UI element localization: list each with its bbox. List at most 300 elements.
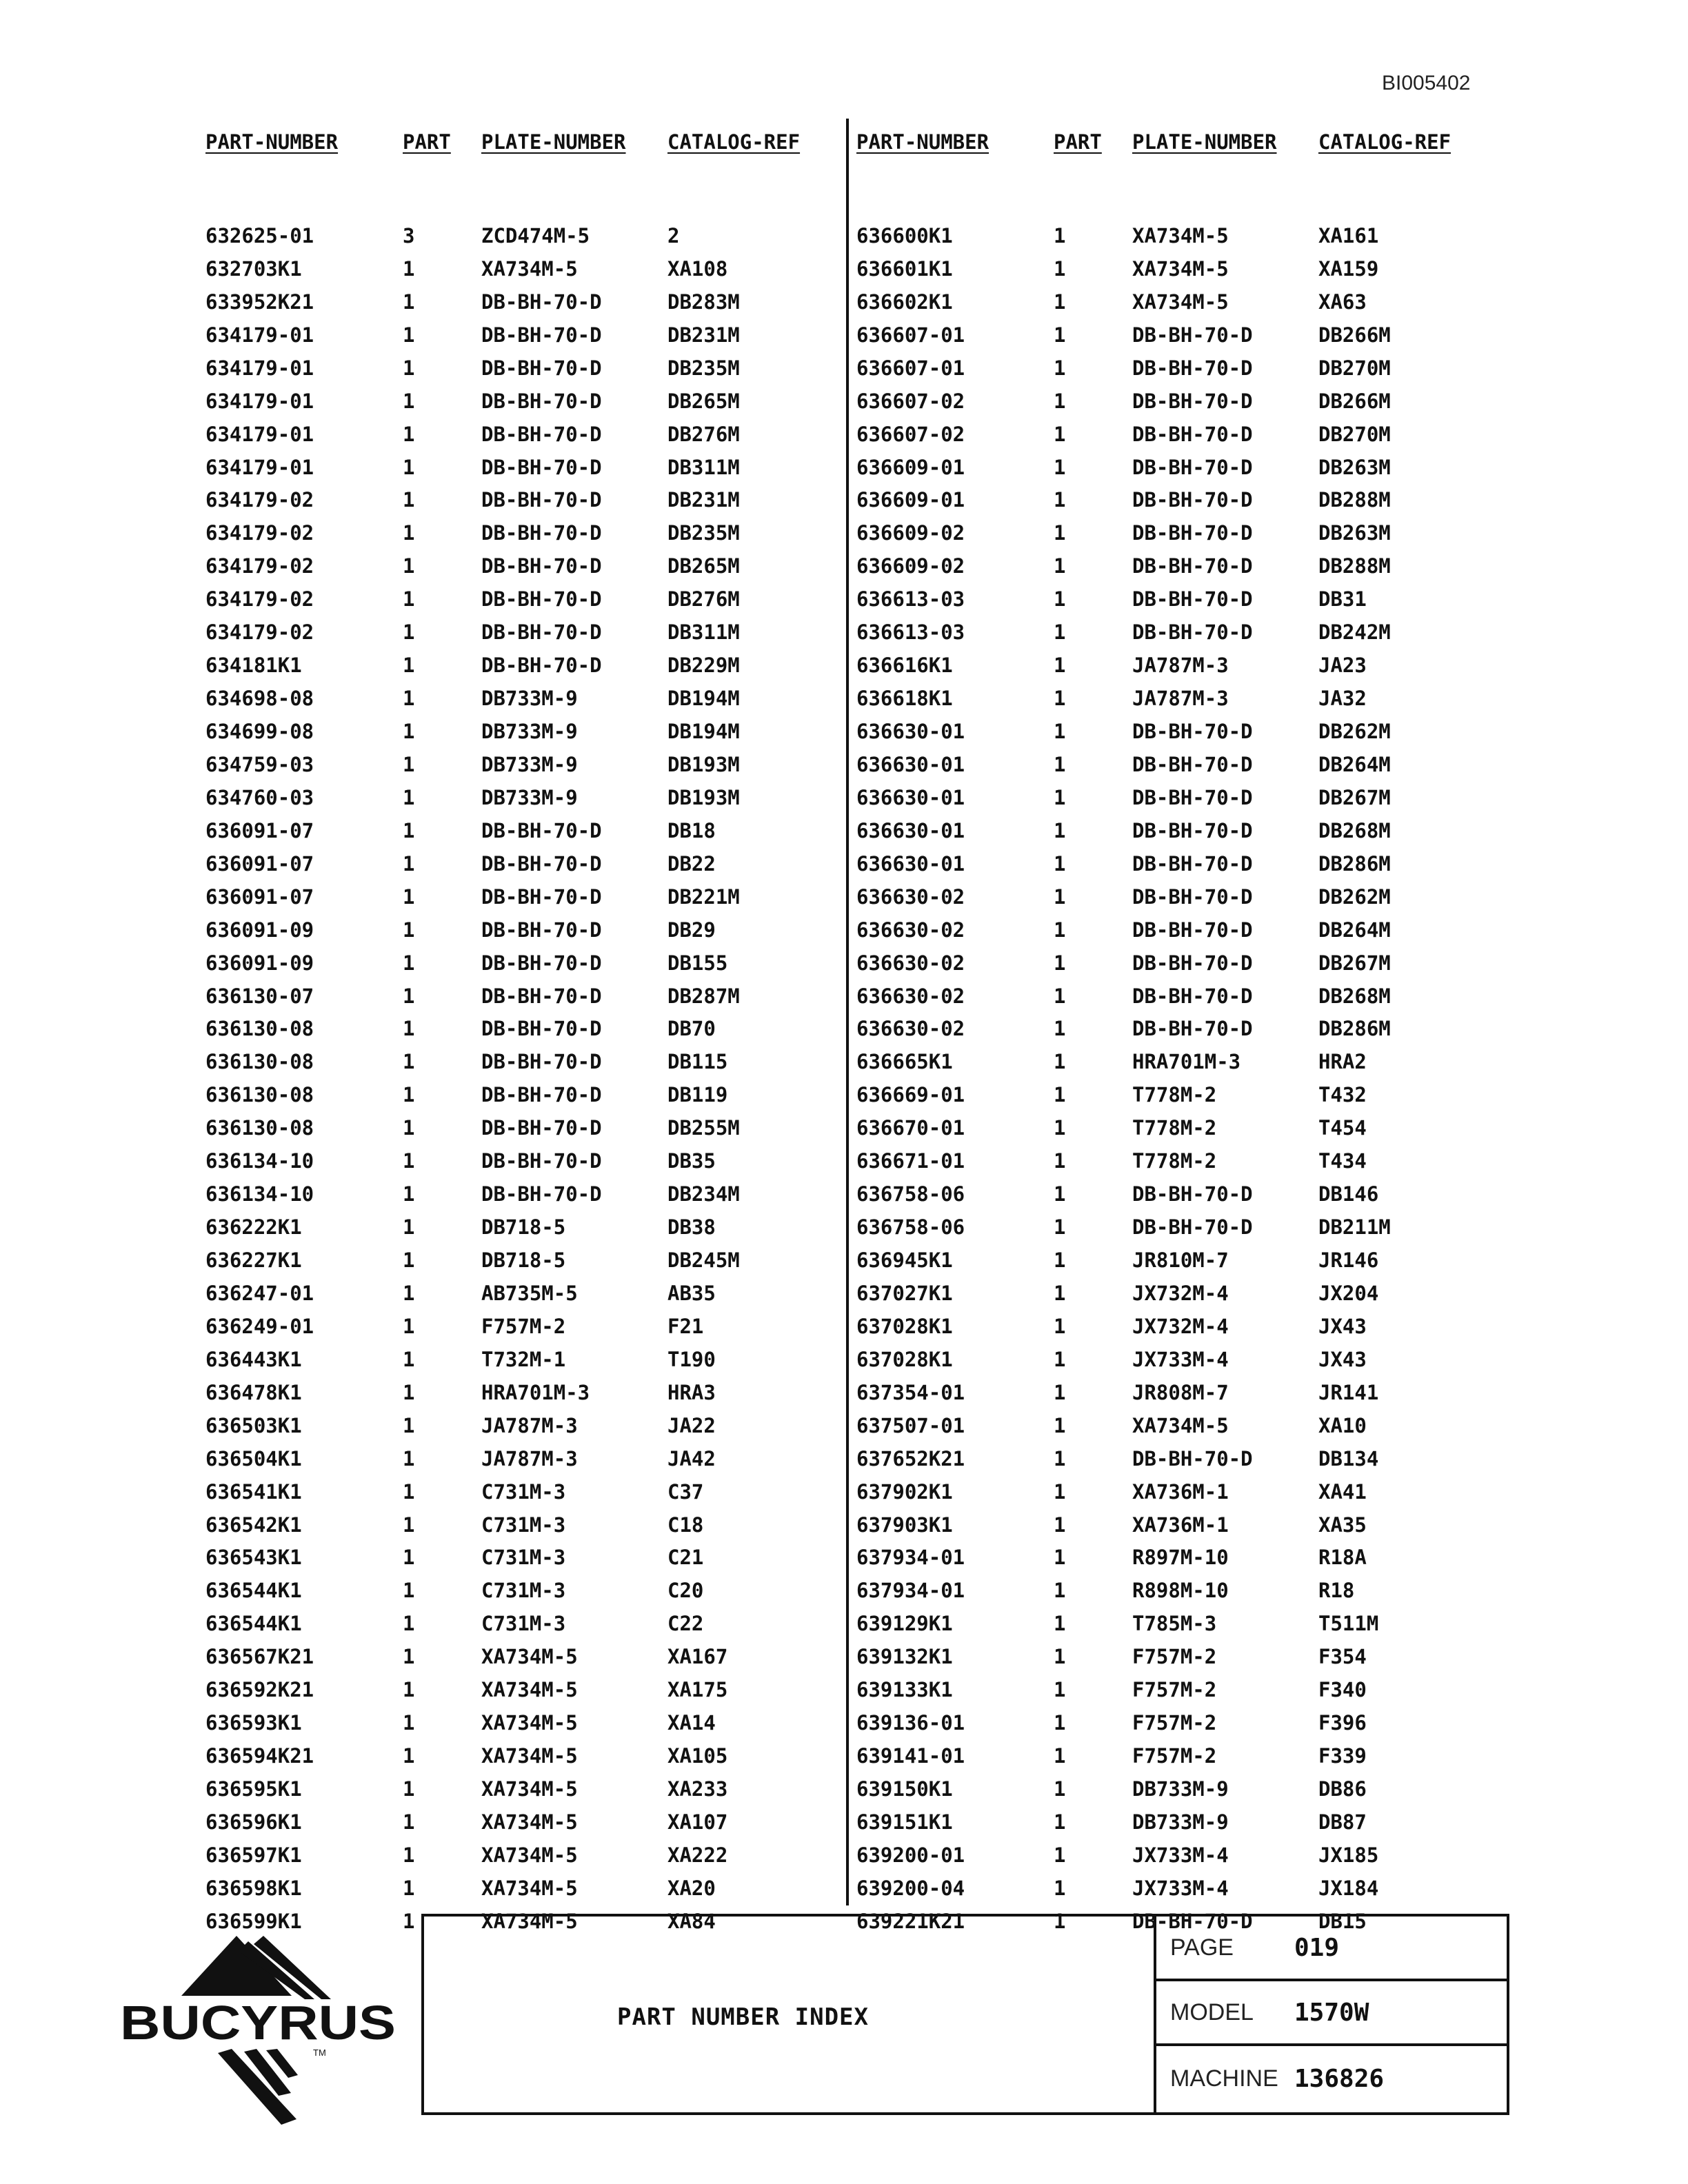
catalog-ref-cell: DB70 bbox=[667, 1017, 716, 1041]
catalog-ref-cell: C18 bbox=[667, 1513, 704, 1537]
part-qty-cell: 1 bbox=[403, 1777, 415, 1801]
plate-number-cell: XA734M-5 bbox=[1132, 290, 1229, 314]
part-qty-cell: 1 bbox=[1054, 223, 1066, 247]
plate-number-cell: DB733M-9 bbox=[481, 785, 578, 809]
part-qty-cell: 1 bbox=[403, 918, 415, 942]
bucyrus-logo bbox=[116, 1923, 405, 2130]
table-row bbox=[205, 516, 819, 549]
part-qty-cell: 1 bbox=[403, 1513, 415, 1537]
catalog-ref-cell: DB288M bbox=[1318, 554, 1391, 578]
plate-number-cell: DB718-5 bbox=[481, 1215, 566, 1240]
part-number-cell: 636670-01 bbox=[856, 1116, 965, 1140]
part-number-cell: 636630-02 bbox=[856, 918, 965, 942]
catalog-ref-cell: DB234M bbox=[667, 1182, 740, 1206]
part-qty-cell: 1 bbox=[1054, 1579, 1066, 1603]
table-row bbox=[205, 1806, 819, 1839]
part-qty-cell: 1 bbox=[403, 1116, 415, 1140]
table-row bbox=[856, 1013, 1470, 1046]
table-row bbox=[205, 616, 819, 649]
plate-number-cell: DB733M-9 bbox=[1132, 1810, 1229, 1834]
catalog-ref-cell: DB193M bbox=[667, 785, 740, 809]
table-row bbox=[205, 781, 819, 814]
part-qty-cell: 1 bbox=[1054, 918, 1066, 942]
table-row bbox=[856, 583, 1470, 616]
plate-number-cell: DB-BH-70-D bbox=[481, 951, 602, 975]
part-qty-cell: 1 bbox=[403, 752, 415, 776]
table-row bbox=[205, 318, 819, 352]
plate-number-cell: HRA701M-3 bbox=[481, 1380, 590, 1404]
table-row bbox=[205, 549, 819, 583]
plate-number-cell: XA734M-5 bbox=[481, 1876, 578, 1900]
catalog-ref-cell: DB18 bbox=[667, 818, 716, 842]
table-row bbox=[856, 1508, 1470, 1541]
table-row bbox=[205, 1376, 819, 1409]
catalog-ref-cell: DB22 bbox=[667, 851, 716, 876]
catalog-ref-cell: JR146 bbox=[1318, 1248, 1379, 1273]
part-number-cell: 639200-01 bbox=[856, 1843, 965, 1867]
catalog-ref-cell: JA22 bbox=[667, 1413, 716, 1437]
table-row bbox=[205, 1442, 819, 1475]
table-row bbox=[205, 1211, 819, 1244]
table-row bbox=[205, 1508, 819, 1541]
table-row bbox=[856, 1177, 1470, 1211]
catalog-ref-cell: DB155 bbox=[667, 951, 728, 975]
plate-number-cell: DB-BH-70-D bbox=[481, 356, 602, 380]
table-row bbox=[856, 1872, 1470, 1905]
table-row bbox=[205, 1574, 819, 1607]
part-qty-cell: 1 bbox=[403, 1083, 415, 1107]
left-table-rows bbox=[205, 219, 819, 1938]
catalog-ref-cell: DB255M bbox=[667, 1116, 740, 1140]
machine-value: 136826 bbox=[1294, 2064, 1385, 2093]
catalog-ref-cell: DB231M bbox=[667, 323, 740, 347]
part-qty-cell: 1 bbox=[403, 1413, 415, 1437]
catalog-ref-cell: DB311M bbox=[667, 455, 740, 479]
part-qty-cell: 1 bbox=[1054, 1149, 1066, 1173]
table-row bbox=[856, 219, 1470, 252]
catalog-ref-cell: AB35 bbox=[667, 1281, 716, 1305]
header-part: PART bbox=[403, 130, 451, 154]
part-number-cell: 639150K1 bbox=[856, 1777, 953, 1801]
table-row bbox=[205, 285, 819, 318]
part-number-cell: 636630-01 bbox=[856, 785, 965, 809]
plate-number-cell: DB-BH-70-D bbox=[1132, 818, 1253, 842]
plate-number-cell: C731M-3 bbox=[481, 1479, 566, 1504]
table-row bbox=[856, 1541, 1470, 1575]
table-row bbox=[856, 1839, 1470, 1872]
part-number-cell: 634698-08 bbox=[205, 687, 314, 711]
catalog-ref-cell: DB231M bbox=[667, 488, 740, 512]
part-number-cell: 636091-09 bbox=[205, 918, 314, 942]
part-number-cell: 636598K1 bbox=[205, 1876, 302, 1900]
table-row bbox=[205, 1177, 819, 1211]
catalog-ref-cell: XA20 bbox=[667, 1876, 716, 1900]
catalog-ref-cell: DB221M bbox=[667, 884, 740, 909]
part-number-cell: 634179-02 bbox=[205, 554, 314, 578]
catalog-ref-cell: DB35 bbox=[667, 1149, 716, 1173]
table-row bbox=[856, 1343, 1470, 1376]
part-number-cell: 637028K1 bbox=[856, 1314, 953, 1338]
part-qty-cell: 1 bbox=[403, 1876, 415, 1900]
catalog-ref-cell: DB267M bbox=[1318, 785, 1391, 809]
catalog-ref-cell: DB265M bbox=[667, 389, 740, 413]
part-qty-cell: 1 bbox=[403, 290, 415, 314]
catalog-ref-cell: JX185 bbox=[1318, 1843, 1379, 1867]
table-row bbox=[205, 1607, 819, 1640]
table-row bbox=[856, 1475, 1470, 1508]
part-number-cell: 637028K1 bbox=[856, 1347, 953, 1371]
part-qty-cell: 1 bbox=[403, 1314, 415, 1338]
catalog-ref-cell: XA35 bbox=[1318, 1513, 1367, 1537]
part-qty-cell: 1 bbox=[403, 951, 415, 975]
table-row bbox=[856, 913, 1470, 947]
catalog-ref-cell: XA107 bbox=[667, 1810, 728, 1834]
part-qty-cell: 1 bbox=[403, 587, 415, 611]
part-number-cell: 637507-01 bbox=[856, 1413, 965, 1437]
catalog-ref-cell: DB264M bbox=[1318, 752, 1391, 776]
table-row bbox=[856, 1706, 1470, 1739]
plate-number-cell: DB-BH-70-D bbox=[1132, 554, 1253, 578]
table-row bbox=[205, 980, 819, 1013]
table-row bbox=[205, 1144, 819, 1177]
part-number-cell: 634179-02 bbox=[205, 488, 314, 512]
table-row bbox=[856, 1806, 1470, 1839]
part-qty-cell: 1 bbox=[403, 323, 415, 347]
model-label: MODEL bbox=[1170, 1999, 1254, 2025]
catalog-ref-cell: DB264M bbox=[1318, 918, 1391, 942]
part-qty-cell: 1 bbox=[403, 1810, 415, 1834]
catalog-ref-cell: XA167 bbox=[667, 1645, 728, 1669]
catalog-ref-cell: DB31 bbox=[1318, 587, 1367, 611]
catalog-ref-cell: HRA3 bbox=[667, 1380, 716, 1404]
table-row bbox=[205, 1244, 819, 1277]
part-qty-cell: 1 bbox=[403, 1248, 415, 1273]
part-number-cell: 636544K1 bbox=[205, 1612, 302, 1636]
catalog-ref-cell: DB242M bbox=[1318, 620, 1391, 645]
part-number-cell: 634179-02 bbox=[205, 620, 314, 645]
plate-number-cell: DB-BH-70-D bbox=[1132, 1017, 1253, 1041]
part-qty-cell: 1 bbox=[403, 554, 415, 578]
catalog-ref-cell: XA159 bbox=[1318, 256, 1379, 281]
plate-number-cell: JA787M-3 bbox=[481, 1446, 578, 1470]
table-header bbox=[856, 124, 1470, 160]
right-parts-table bbox=[856, 124, 1470, 1938]
part-qty-cell: 1 bbox=[1054, 884, 1066, 909]
header-plate-number: PLATE-NUMBER bbox=[481, 130, 626, 154]
table-row bbox=[856, 352, 1470, 385]
part-qty-cell: 1 bbox=[403, 884, 415, 909]
table-row bbox=[205, 913, 819, 947]
part-number-cell: 636607-02 bbox=[856, 422, 965, 446]
plate-number-cell: DB-BH-70-D bbox=[1132, 785, 1253, 809]
left-parts-table bbox=[205, 124, 819, 1938]
table-row bbox=[205, 583, 819, 616]
table-row bbox=[856, 1739, 1470, 1772]
info-panel bbox=[1154, 1917, 1509, 2112]
plate-number-cell: XA734M-5 bbox=[481, 256, 578, 281]
part-number-cell: 636609-01 bbox=[856, 455, 965, 479]
catalog-ref-cell: HRA2 bbox=[1318, 1050, 1367, 1074]
part-qty-cell: 1 bbox=[403, 818, 415, 842]
table-row bbox=[205, 1872, 819, 1905]
catalog-ref-cell: XA233 bbox=[667, 1777, 728, 1801]
plate-number-cell: JA787M-3 bbox=[1132, 654, 1229, 678]
table-row bbox=[856, 318, 1470, 352]
part-qty-cell: 1 bbox=[403, 1347, 415, 1371]
part-number-cell: 634179-02 bbox=[205, 587, 314, 611]
catalog-ref-cell: JA32 bbox=[1318, 687, 1367, 711]
plate-number-cell: DB-BH-70-D bbox=[481, 1149, 602, 1173]
part-qty-cell: 1 bbox=[1054, 1314, 1066, 1338]
plate-number-cell: DB-BH-70-D bbox=[1132, 918, 1253, 942]
catalog-ref-cell: XA161 bbox=[1318, 223, 1379, 247]
model-value: 1570W bbox=[1294, 1998, 1369, 2027]
plate-number-cell: DB-BH-70-D bbox=[1132, 1215, 1253, 1240]
part-number-cell: 636130-07 bbox=[205, 984, 314, 1008]
part-number-cell: 639136-01 bbox=[856, 1711, 965, 1735]
table-row bbox=[856, 385, 1470, 418]
part-qty-cell: 1 bbox=[403, 256, 415, 281]
table-row bbox=[205, 451, 819, 484]
part-number-cell: 634179-01 bbox=[205, 356, 314, 380]
part-number-cell: 636630-02 bbox=[856, 984, 965, 1008]
logo-trademark: TM bbox=[313, 2048, 326, 2058]
catalog-ref-cell: DB86 bbox=[1318, 1777, 1367, 1801]
header-part-number: PART-NUMBER bbox=[205, 130, 339, 154]
part-qty-cell: 1 bbox=[403, 389, 415, 413]
plate-number-cell: DB-BH-70-D bbox=[1132, 521, 1253, 545]
part-number-cell: 636541K1 bbox=[205, 1479, 302, 1504]
catalog-ref-cell: C22 bbox=[667, 1612, 704, 1636]
catalog-ref-cell: XA108 bbox=[667, 256, 728, 281]
table-row bbox=[205, 1045, 819, 1078]
catalog-ref-cell: DB286M bbox=[1318, 851, 1391, 876]
plate-number-cell: T778M-2 bbox=[1132, 1149, 1217, 1173]
plate-number-cell: XA734M-5 bbox=[481, 1711, 578, 1735]
catalog-ref-cell: DB266M bbox=[1318, 323, 1391, 347]
catalog-ref-cell: DB146 bbox=[1318, 1182, 1379, 1206]
table-row bbox=[205, 1409, 819, 1442]
catalog-ref-cell: DB38 bbox=[667, 1215, 716, 1240]
part-qty-cell: 1 bbox=[1054, 1711, 1066, 1735]
plate-number-cell: F757M-2 bbox=[1132, 1711, 1217, 1735]
part-qty-cell: 1 bbox=[1054, 1678, 1066, 1702]
part-qty-cell: 1 bbox=[1054, 323, 1066, 347]
plate-number-cell: XA734M-5 bbox=[1132, 1413, 1229, 1437]
part-qty-cell: 1 bbox=[1054, 752, 1066, 776]
part-qty-cell: 1 bbox=[403, 1380, 415, 1404]
table-row bbox=[856, 616, 1470, 649]
plate-number-cell: DB-BH-70-D bbox=[481, 554, 602, 578]
table-row bbox=[205, 252, 819, 285]
part-number-cell: 636249-01 bbox=[205, 1314, 314, 1338]
part-qty-cell: 1 bbox=[1054, 1413, 1066, 1437]
part-qty-cell: 1 bbox=[403, 422, 415, 446]
plate-number-cell: DB-BH-70-D bbox=[1132, 951, 1253, 975]
part-qty-cell: 1 bbox=[403, 1182, 415, 1206]
table-row bbox=[856, 1310, 1470, 1343]
part-number-cell: 636602K1 bbox=[856, 290, 953, 314]
catalog-ref-cell: DB235M bbox=[667, 356, 740, 380]
part-qty-cell: 1 bbox=[403, 851, 415, 876]
part-qty-cell: 1 bbox=[1054, 1182, 1066, 1206]
table-row bbox=[205, 1310, 819, 1343]
catalog-ref-cell: XA10 bbox=[1318, 1413, 1367, 1437]
catalog-ref-cell: DB270M bbox=[1318, 356, 1391, 380]
table-row bbox=[205, 1772, 819, 1806]
part-number-cell: 636630-01 bbox=[856, 752, 965, 776]
part-number-cell: 636134-10 bbox=[205, 1182, 314, 1206]
header-catalog-ref: CATALOG-REF bbox=[1318, 130, 1451, 154]
part-number-cell: 636542K1 bbox=[205, 1513, 302, 1537]
part-number-cell: 636669-01 bbox=[856, 1083, 965, 1107]
part-qty-cell: 1 bbox=[403, 521, 415, 545]
catalog-ref-cell: DB267M bbox=[1318, 951, 1391, 975]
catalog-ref-cell: DB29 bbox=[667, 918, 716, 942]
part-number-cell: 637652K21 bbox=[856, 1446, 965, 1470]
plate-number-cell: DB-BH-70-D bbox=[1132, 422, 1253, 446]
table-row bbox=[205, 1673, 819, 1706]
part-number-cell: 636630-02 bbox=[856, 951, 965, 975]
table-row bbox=[856, 516, 1470, 549]
machine-cell bbox=[1156, 2046, 1509, 2111]
catalog-ref-cell: XA105 bbox=[667, 1744, 728, 1768]
plate-number-cell: DB-BH-70-D bbox=[481, 818, 602, 842]
catalog-ref-cell: C20 bbox=[667, 1579, 704, 1603]
part-number-cell: 636593K1 bbox=[205, 1711, 302, 1735]
catalog-ref-cell: C21 bbox=[667, 1546, 704, 1570]
part-qty-cell: 1 bbox=[1054, 1909, 1066, 1933]
part-number-cell: 634179-01 bbox=[205, 323, 314, 347]
part-number-cell: 636130-08 bbox=[205, 1017, 314, 1041]
part-number-cell: 634179-01 bbox=[205, 422, 314, 446]
table-row bbox=[205, 1013, 819, 1046]
part-number-cell: 636607-02 bbox=[856, 389, 965, 413]
part-number-cell: 636613-03 bbox=[856, 587, 965, 611]
part-qty-cell: 1 bbox=[403, 620, 415, 645]
header-part-number: PART-NUMBER bbox=[856, 130, 989, 154]
catalog-ref-cell: DB287M bbox=[667, 984, 740, 1008]
part-number-cell: 636594K21 bbox=[205, 1744, 314, 1768]
plate-number-cell: C731M-3 bbox=[481, 1579, 566, 1603]
table-row bbox=[856, 649, 1470, 682]
part-qty-cell: 1 bbox=[1054, 1050, 1066, 1074]
part-qty-cell: 1 bbox=[403, 654, 415, 678]
part-qty-cell: 1 bbox=[403, 1479, 415, 1504]
catalog-ref-cell: DB268M bbox=[1318, 984, 1391, 1008]
catalog-ref-cell: C37 bbox=[667, 1479, 704, 1504]
part-qty-cell: 1 bbox=[403, 785, 415, 809]
table-row bbox=[205, 1111, 819, 1144]
part-qty-cell: 1 bbox=[403, 1645, 415, 1669]
part-qty-cell: 1 bbox=[1054, 256, 1066, 281]
catalog-ref-cell: DB311M bbox=[667, 620, 740, 645]
part-number-cell: 636503K1 bbox=[205, 1413, 302, 1437]
part-number-cell: 634179-01 bbox=[205, 389, 314, 413]
catalog-ref-cell: DB262M bbox=[1318, 884, 1391, 909]
plate-number-cell: XA734M-5 bbox=[481, 1909, 578, 1933]
table-row bbox=[205, 814, 819, 847]
part-number-cell: 639221K21 bbox=[856, 1909, 965, 1933]
plate-number-cell: JA787M-3 bbox=[1132, 687, 1229, 711]
table-row bbox=[856, 1376, 1470, 1409]
table-row bbox=[205, 947, 819, 980]
plate-number-cell: DB-BH-70-D bbox=[481, 389, 602, 413]
plate-number-cell: R897M-10 bbox=[1132, 1546, 1229, 1570]
part-number-cell: 636630-01 bbox=[856, 720, 965, 744]
part-number-cell: 636630-02 bbox=[856, 1017, 965, 1041]
catalog-ref-cell: DB119 bbox=[667, 1083, 728, 1107]
plate-number-cell: DB-BH-70-D bbox=[1132, 455, 1253, 479]
table-row bbox=[205, 1706, 819, 1739]
page-value: 019 bbox=[1294, 1933, 1340, 1962]
column-divider bbox=[846, 119, 849, 1905]
table-row bbox=[856, 1640, 1470, 1673]
part-qty-cell: 1 bbox=[1054, 1645, 1066, 1669]
part-number-cell: 636600K1 bbox=[856, 223, 953, 247]
catalog-ref-cell: DB262M bbox=[1318, 720, 1391, 744]
part-qty-cell: 1 bbox=[403, 1843, 415, 1867]
part-number-cell: 632625-01 bbox=[205, 223, 314, 247]
plate-number-cell: XA734M-5 bbox=[481, 1744, 578, 1768]
part-number-cell: 639200-04 bbox=[856, 1876, 965, 1900]
table-row bbox=[856, 748, 1470, 781]
catalog-ref-cell: F340 bbox=[1318, 1678, 1367, 1702]
catalog-ref-cell: 2 bbox=[667, 223, 680, 247]
part-number-cell: 636609-02 bbox=[856, 554, 965, 578]
part-number-cell: 636616K1 bbox=[856, 654, 953, 678]
part-number-cell: 639141-01 bbox=[856, 1744, 965, 1768]
table-row bbox=[856, 484, 1470, 517]
plate-number-cell: DB-BH-70-D bbox=[1132, 356, 1253, 380]
catalog-ref-cell: DB276M bbox=[667, 587, 740, 611]
plate-number-cell: DB-BH-70-D bbox=[1132, 1182, 1253, 1206]
part-qty-cell: 1 bbox=[403, 1446, 415, 1470]
plate-number-cell: C731M-3 bbox=[481, 1513, 566, 1537]
part-qty-cell: 1 bbox=[403, 1711, 415, 1735]
part-qty-cell: 1 bbox=[1054, 389, 1066, 413]
part-number-cell: 636613-03 bbox=[856, 620, 965, 645]
part-qty-cell: 1 bbox=[403, 984, 415, 1008]
model-cell bbox=[1156, 1981, 1509, 2046]
catalog-ref-cell: R18A bbox=[1318, 1546, 1367, 1570]
catalog-ref-cell: JA42 bbox=[667, 1446, 716, 1470]
plate-number-cell: JR808M-7 bbox=[1132, 1380, 1229, 1404]
catalog-ref-cell: JX43 bbox=[1318, 1314, 1367, 1338]
plate-number-cell: F757M-2 bbox=[1132, 1645, 1217, 1669]
catalog-ref-cell: DB270M bbox=[1318, 422, 1391, 446]
part-qty-cell: 1 bbox=[403, 455, 415, 479]
part-qty-cell: 1 bbox=[1054, 1017, 1066, 1041]
header-catalog-ref: CATALOG-REF bbox=[667, 130, 801, 154]
plate-number-cell: DB-BH-70-D bbox=[481, 1182, 602, 1206]
plate-number-cell: DB-BH-70-D bbox=[481, 984, 602, 1008]
plate-number-cell: DB-BH-70-D bbox=[1132, 752, 1253, 776]
table-row bbox=[856, 847, 1470, 880]
plate-number-cell: DB-BH-70-D bbox=[481, 1083, 602, 1107]
plate-number-cell: XA734M-5 bbox=[481, 1645, 578, 1669]
catalog-ref-cell: JX43 bbox=[1318, 1347, 1367, 1371]
part-qty-cell: 1 bbox=[1054, 687, 1066, 711]
catalog-ref-cell: DB288M bbox=[1318, 488, 1391, 512]
part-qty-cell: 1 bbox=[1054, 1215, 1066, 1240]
part-qty-cell: 1 bbox=[1054, 1446, 1066, 1470]
part-qty-cell: 1 bbox=[1054, 422, 1066, 446]
header-plate-number: PLATE-NUMBER bbox=[1132, 130, 1277, 154]
table-row bbox=[205, 484, 819, 517]
plate-number-cell: JX733M-4 bbox=[1132, 1347, 1229, 1371]
plate-number-cell: DB-BH-70-D bbox=[481, 323, 602, 347]
